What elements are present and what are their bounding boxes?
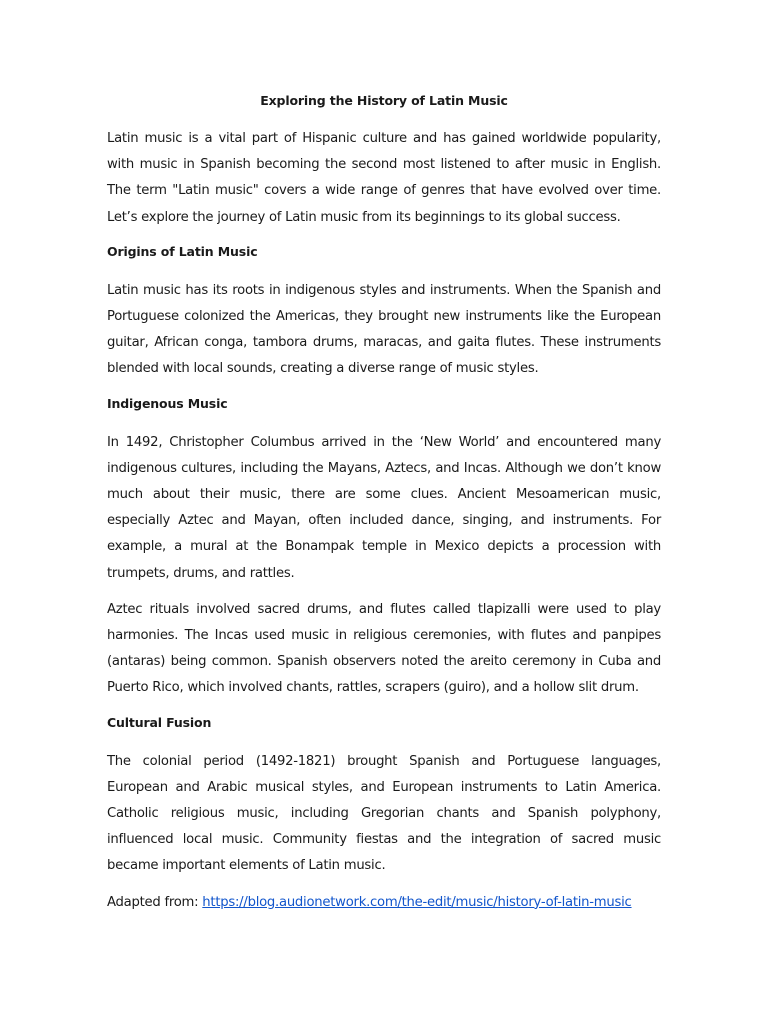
source-link[interactable]: https://blog.audionetwork.com/the-edit/music/history-of-latin-music — [202, 894, 632, 910]
source-prefix: Adapted from: — [107, 894, 203, 910]
indigenous-paragraph-2: Aztec rituals involved sacred drums, and flutes called tlapizalli were used to play harmonies. The Incas used music in religious ceremonies, with flutes and panpipes (antaras) being common. Spanish observers noted the areito ceremony in Cuba and Puerto Rico, which involved chants, rattles, scrapers (guiro), and a hollow slit drum. — [107, 601, 661, 696]
section-heading-cultural-fusion: Cultural Fusion — [107, 714, 212, 730]
intro-paragraph: Latin music is a vital part of Hispanic culture and has gained worldwide popularity, with music in Spanish becoming the second most listened to after music in English. The term "Latin music" covers a wide range of genres that have evolved over time. Let’s explore the journey of Latin music from its beginnings to its global success. — [107, 131, 661, 225]
origins-paragraph: Latin music has its roots in indigenous styles and instruments. When the Spanish and Portuguese colonized the Americas, they brought new instruments like the European guitar, African conga, tambora drums, maracas, and gaita flutes. These instruments blended with local sounds, creating a diverse range of music styles. — [107, 282, 661, 377]
source-attribution — [107, 890, 661, 916]
section-heading-origins: Origins of Latin Music — [107, 243, 258, 259]
document-title: Exploring the History of Latin Music — [260, 93, 508, 108]
document-body — [107, 92, 661, 916]
cultural-fusion-paragraph: The colonial period (1492-1821) brought Spanish and Portuguese languages, European and Arabic musical styles, and European instruments to Latin America. Catholic religious music, including Gregorian chants and Spanish polyphony, influenced local music. Community fiestas and the integration of sacred music became important elements of Latin music. — [107, 753, 661, 874]
section-heading-indigenous: Indigenous Music — [107, 395, 228, 411]
indigenous-paragraph-1: In 1492, Christopher Columbus arrived in the ‘New World’ and encountered many indigenous cultures, including the Mayans, Aztecs, and Incas. Although we don’t know much about their music, there are some clues. Ancient Mesoamerican music, especially Aztec and Mayan, often included dance, singing, and instruments. For example, a mural at the Bonampak temple in Mexico depicts a procession with trumpets, drums, and rattles. — [107, 434, 661, 581]
